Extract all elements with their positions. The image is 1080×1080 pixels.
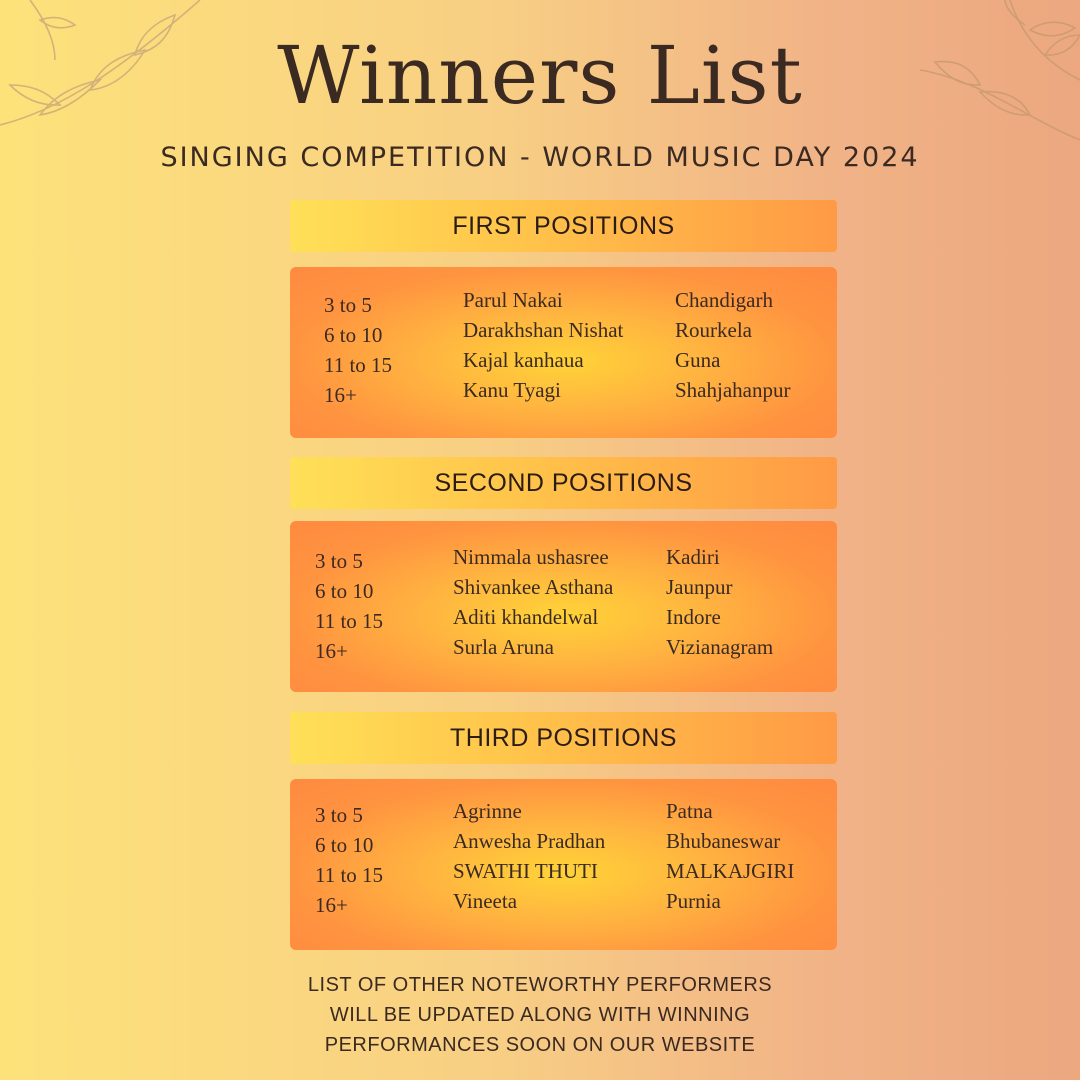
winner-name: Surla Aruna [453, 635, 554, 659]
age-column [315, 800, 383, 920]
footer-line: PERFORMANCES SOON ON OUR WEBSITE [324, 1034, 756, 1056]
section-header-first: FIRST POSITIONS [290, 200, 837, 252]
section-header-third: THIRD POSITIONS [290, 712, 837, 764]
winner-name: Anwesha Pradhan [453, 829, 606, 853]
age-group: 3 to 5 [315, 549, 363, 573]
age-group: 11 to 15 [315, 609, 384, 633]
winner-city: Shahjahanpur [675, 378, 791, 402]
page-subtitle: SINGING COMPETITION - WORLD MUSIC DAY 2024 [160, 142, 920, 173]
winner-city: Bhubaneswar [666, 829, 781, 853]
winner-city: Kadiri [666, 545, 720, 569]
age-column [324, 290, 392, 410]
page-title: Winners List [277, 29, 803, 122]
winner-name: Nimmala ushasree [453, 545, 609, 569]
winner-city: Purnia [666, 889, 721, 913]
winner-name: Shivankee Asthana [453, 575, 614, 599]
winner-name-column [453, 542, 613, 662]
section-header-second: SECOND POSITIONS [290, 457, 837, 509]
winner-city: Rourkela [675, 318, 752, 342]
winner-city-column [675, 285, 790, 405]
age-group: 6 to 10 [315, 833, 374, 857]
winner-name: Agrinne [453, 799, 522, 823]
winner-name: SWATHI THUTI [453, 859, 598, 883]
results-card-third [290, 779, 837, 950]
winner-name: Parul Nakai [463, 288, 563, 312]
winner-name: Kajal kanhaua [463, 348, 584, 372]
age-group: 16+ [315, 893, 348, 917]
winner-name: Darakhshan Nishat [463, 318, 624, 342]
age-group: 11 to 15 [315, 863, 384, 887]
footer-line: WILL BE UPDATED ALONG WITH WINNING [329, 1004, 751, 1026]
footer-line: LIST OF OTHER NOTEWORTHY PERFORMERS [307, 974, 773, 996]
winner-city: Chandigarh [675, 288, 773, 312]
age-group: 11 to 15 [324, 353, 393, 377]
winner-name: Kanu Tyagi [463, 378, 561, 402]
footer-note [0, 970, 1080, 1060]
age-group: 16+ [324, 383, 357, 407]
winner-city: Guna [675, 348, 721, 372]
winner-city: Patna [666, 799, 713, 823]
winner-city: Indore [666, 605, 721, 629]
winner-name: Aditi khandelwal [453, 605, 599, 629]
winner-city: MALKAJGIRI [666, 859, 795, 883]
winner-city: Jaunpur [666, 575, 733, 599]
results-card-second [290, 521, 837, 692]
age-group: 6 to 10 [315, 579, 374, 603]
age-group: 6 to 10 [324, 323, 383, 347]
age-column [315, 546, 383, 666]
age-group: 3 to 5 [324, 293, 372, 317]
age-group: 3 to 5 [315, 803, 363, 827]
winner-name: Vineeta [453, 889, 518, 913]
age-group: 16+ [315, 639, 348, 663]
winner-name-column [463, 285, 623, 405]
winner-name-column [453, 796, 605, 916]
winner-city: Vizianagram [666, 635, 774, 659]
results-card-first [290, 267, 837, 438]
winner-city-column [666, 542, 773, 662]
winner-city-column [666, 796, 794, 916]
